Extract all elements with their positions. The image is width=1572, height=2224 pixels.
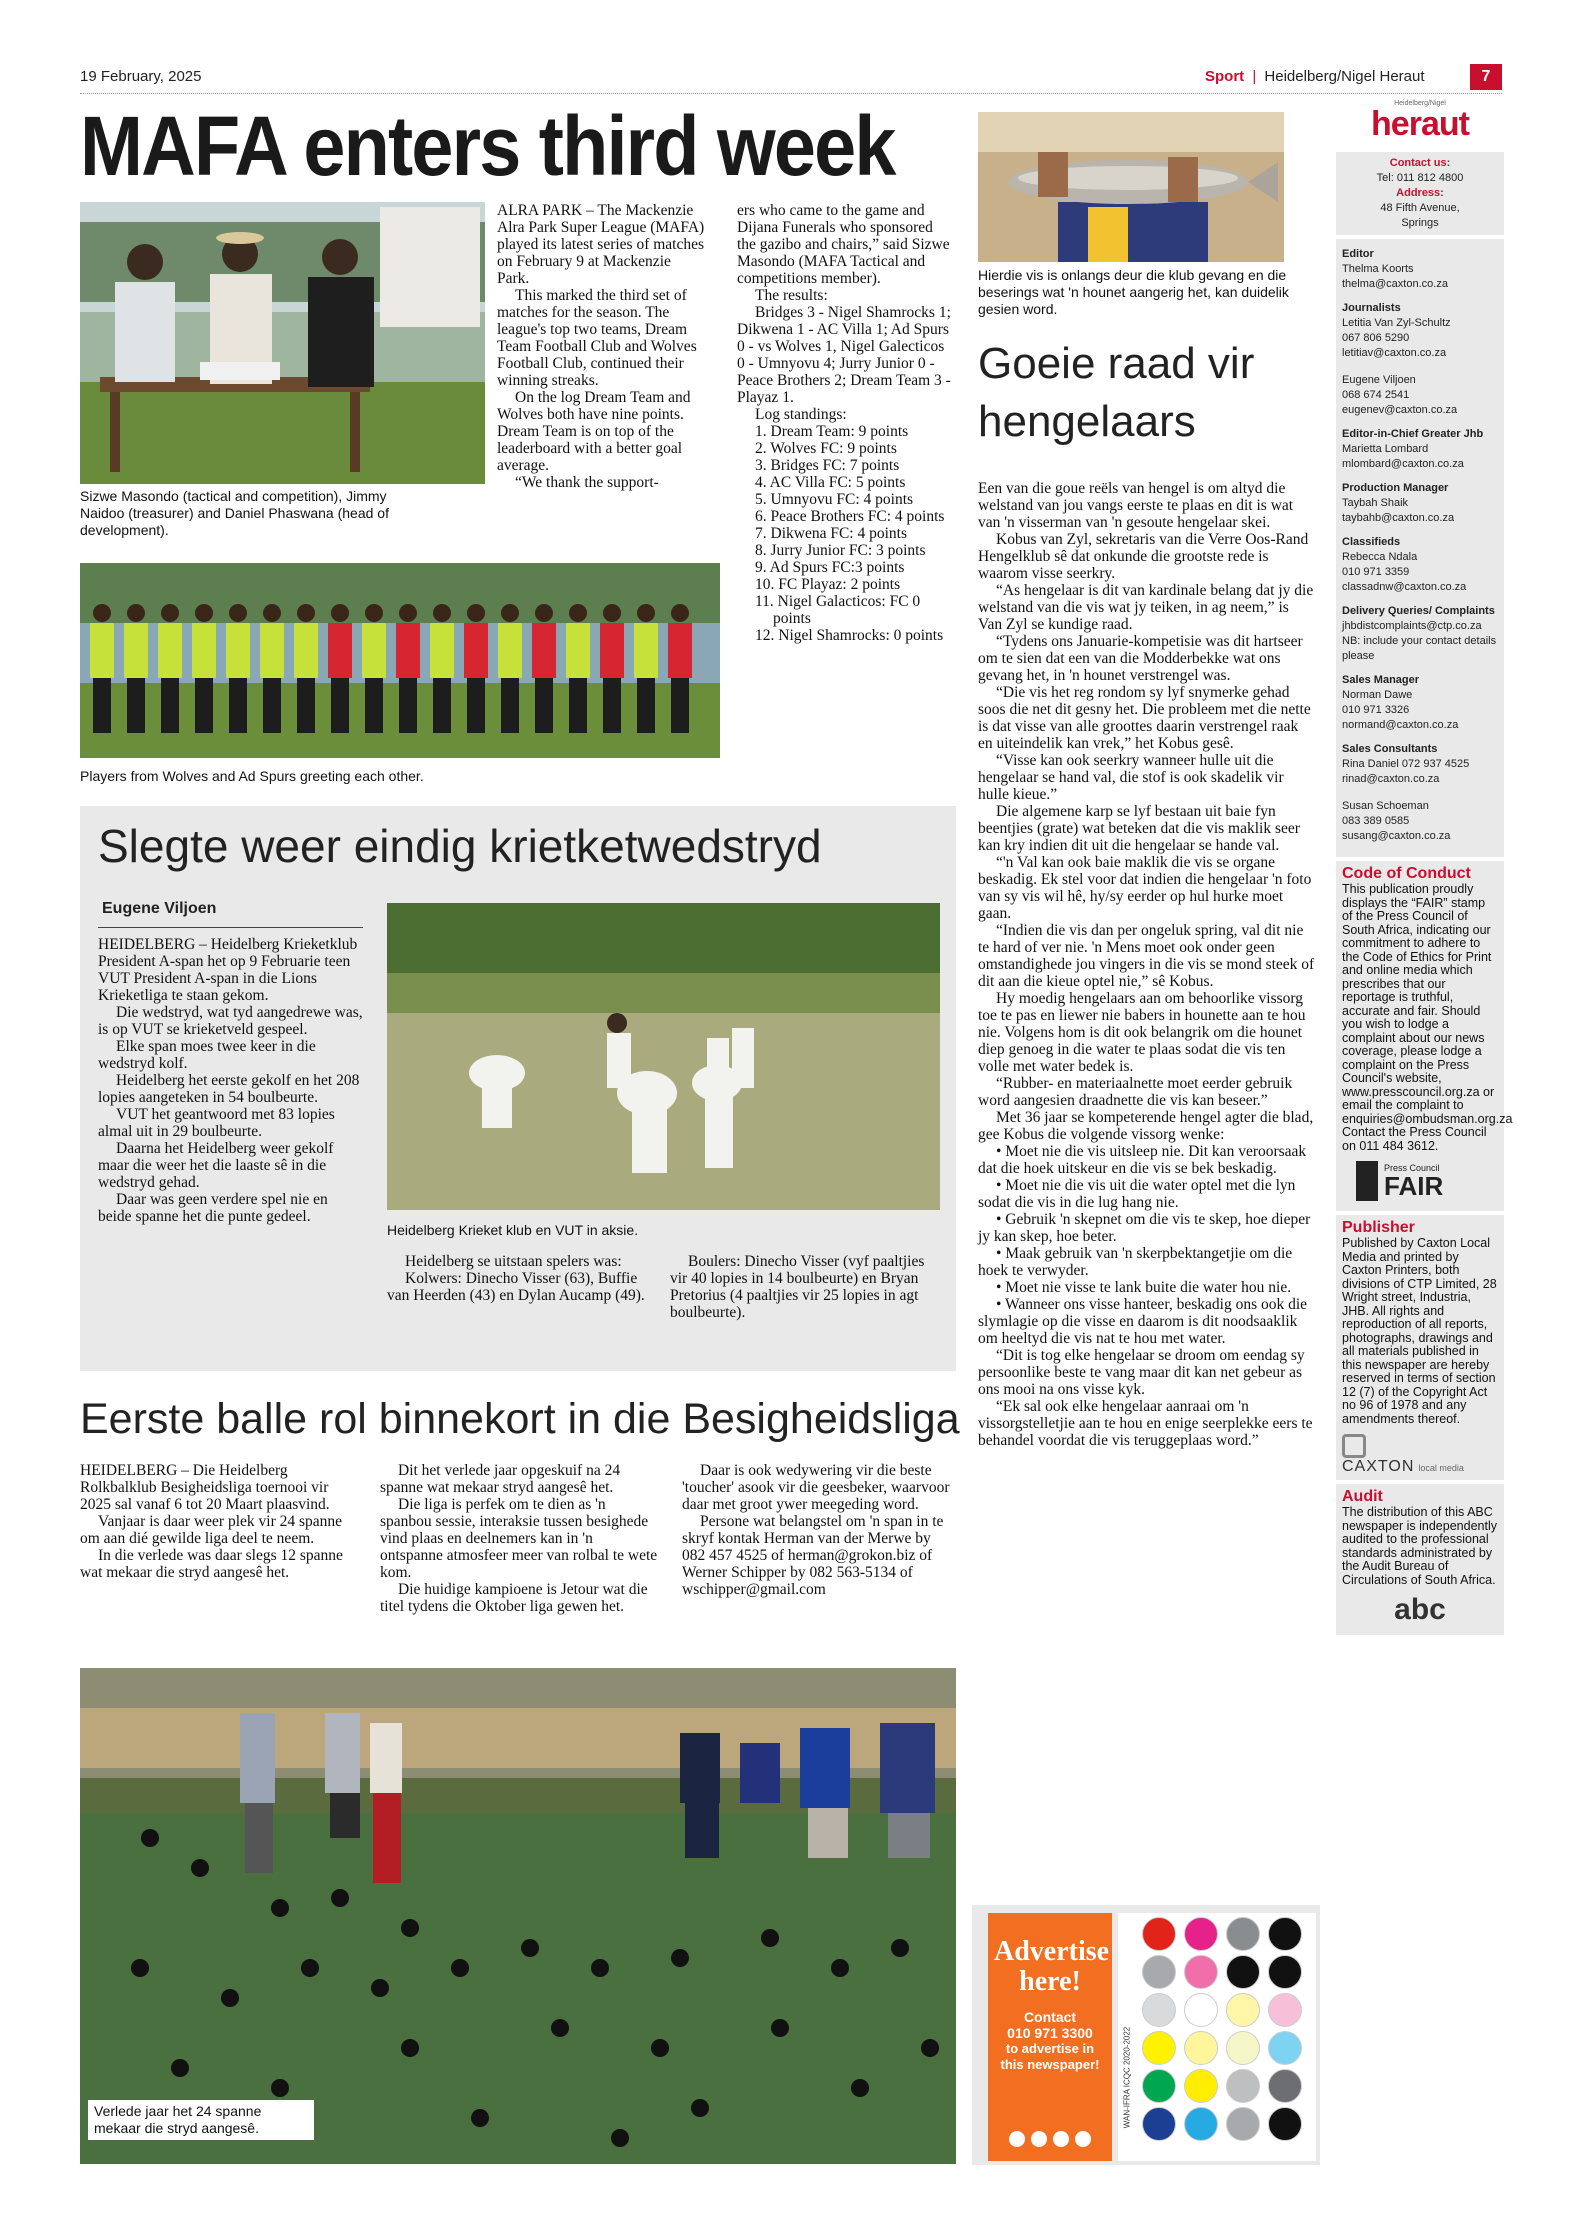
bowl-ball <box>521 1939 539 1957</box>
bowl-ball <box>831 1959 849 1977</box>
bowl-ball <box>771 2019 789 2037</box>
fish-body <box>978 480 1316 1449</box>
advert-phone: 010 971 3300 <box>1007 2025 1093 2041</box>
caxton-label: CAXTON <box>1342 1458 1415 1475</box>
fair-small-label: Press Council <box>1384 1163 1440 1173</box>
colour-swatch <box>1268 1917 1302 1951</box>
standing-row: 7. Dikwena FC: 4 points <box>755 525 907 542</box>
colour-test-strip <box>1118 1913 1316 2161</box>
staff-line: mlombard@caxton.co.za <box>1342 458 1464 470</box>
bowls-p2: Vanjaar is daar weer plek vir 24 spanne om aan dié gewilde liga deel te neem. <box>80 1513 343 1547</box>
player-head <box>671 604 689 622</box>
staff-line: Marietta Lombard <box>1342 443 1429 455</box>
staff-line: jhbdistcomplaints@ctp.co.za <box>1342 620 1482 632</box>
cricket-p2: Die wedstryd, wat tyd aangedrewe was, is op VUT se krieketveld gespeel. <box>98 1004 363 1038</box>
colour-swatch <box>1142 2031 1176 2065</box>
bowls-p8: Persone wat belangstel om 'n span in te skryf kontak Herman van der Merwe by 082 457 4525 of herman@grokon.biz of Werner Schipper by 082 563-5134 of wschipper@gmail.com <box>682 1513 944 1598</box>
bowls-photo <box>80 1668 956 2164</box>
player-legs <box>127 678 145 733</box>
colour-swatch <box>1268 1993 1302 2027</box>
swatch-grid <box>1142 1917 1312 2141</box>
standing-row: 11. Nigel Galacticos: FC 0 points <box>755 593 921 627</box>
masthead-small: Heidelberg/Nigel <box>1394 100 1446 107</box>
mafa-p2: This marked the third set of matches for the season. The league's top two teams, Dream Team Football Club and Wolves Football Club, continued their winning streaks. <box>497 287 697 389</box>
staff-block <box>1342 535 1498 595</box>
address-line1: 48 Fifth Avenue, <box>1380 202 1460 214</box>
publication-name: Heidelberg/Nigel Heraut <box>1264 68 1425 85</box>
staff-block <box>1342 427 1498 472</box>
player-legs <box>433 678 451 733</box>
staff-line <box>1342 361 1498 373</box>
audit-text: The distribution of this ABC newspaper is independently audited to the professional standards administrated by the Audit Bureau of Circulations of South Africa. <box>1342 1505 1497 1587</box>
fish-paragraph: • Maak gebruik van 'n skerpbektangetjie om die hoek te verwyder. <box>978 1245 1293 1279</box>
player-head <box>365 604 383 622</box>
fish-paragraph: “Dit is tog elke hengelaar se droom om eendag sy persoonlike beste te vang maar dit kan net gebeur as ons mooi na ons visse kyk. <box>978 1347 1305 1398</box>
contact-tel: Tel: 011 812 4800 <box>1376 172 1464 184</box>
player-head <box>263 604 281 622</box>
bowl-ball <box>301 1959 319 1977</box>
player-head <box>331 604 349 622</box>
colour-swatch <box>1268 1955 1302 1989</box>
mafa-results-heading: The results: <box>755 287 828 304</box>
bowl-ball <box>551 2019 569 2037</box>
bowls-headline: Eerste balle rol binnekort in die Besigheidsliga <box>80 1395 960 1443</box>
staff-line: susang@caxton.co.za <box>1342 830 1451 842</box>
player-head <box>297 604 315 622</box>
caxton-icon <box>1342 1434 1366 1458</box>
colour-swatch <box>1142 1917 1176 1951</box>
cricket-p4: Heidelberg het eerste gekolf en het 208 lopies aangeteken in 54 boulbeurte. <box>98 1072 360 1106</box>
staff-line: NB: include your contact details please <box>1342 635 1497 662</box>
staff-role: Journalists <box>1342 302 1401 314</box>
colour-swatch <box>1142 1993 1176 2027</box>
bowls-p6: Die huidige kampioene is Jetour wat die titel tydens die Oktober liga gewen het. <box>380 1581 648 1615</box>
header-section <box>1205 68 1425 85</box>
header-rule <box>80 93 1502 94</box>
sidebar <box>1336 100 1513 2160</box>
cricket-p3: Elke span moes twee keer in die wedstryd kolf. <box>98 1038 316 1072</box>
staff-role: Delivery Queries/ Complaints <box>1342 605 1495 617</box>
colour-swatch <box>1268 2069 1302 2103</box>
colour-swatch <box>1184 1955 1218 1989</box>
mafa-results: Bridges 3 - Nigel Shamrocks 1; Dikwena 1 - AC Villa 1; Ad Spurs 0 - vs Wolves 1, Nigel Galecticos 0 - Umnyovu 4; Jurry Junior 0 - Peace Brothers 2; Dream Team 3 - Playaz 1. <box>737 304 951 406</box>
byline-rule <box>98 927 363 928</box>
bowl-ball <box>761 1929 779 1947</box>
player-legs <box>603 678 621 733</box>
player-head <box>433 604 451 622</box>
player-legs <box>637 678 655 733</box>
mafa-col2 <box>737 202 955 644</box>
social-icons <box>988 2131 1112 2147</box>
player-shirt <box>124 623 148 678</box>
cricket-p5: VUT het geantwoord met 83 lopies almal uit in 29 boulbeurte. <box>98 1106 335 1140</box>
advert-panel <box>972 1905 1320 2165</box>
cricket-p6: Daarna het Heidelberg weer gekolf maar die weer het die laaste sê in die wedstryd gehad. <box>98 1140 334 1191</box>
cricket-col3 <box>670 1253 935 1321</box>
mafa-photo2-caption: Players from Wolves and Ad Spurs greeting each other. <box>80 768 424 784</box>
player-head <box>93 604 111 622</box>
staff-role: Sales Manager <box>1342 674 1420 686</box>
fish-paragraph: “'n Val kan ook baie maklik die vis se organe beskadig. Ek stel voor dat indien die hengelaar 'n foto van sy vis wil hê, hy/sy eerder op hul hurke moet gaan. <box>978 854 1312 922</box>
player-legs <box>161 678 179 733</box>
staff-role: Sales Consultants <box>1342 743 1438 755</box>
standing-row: 3. Bridges FC: 7 points <box>755 457 900 474</box>
mafa-standings-heading: Log standings: <box>755 406 847 423</box>
staff-block <box>1342 742 1498 844</box>
cricket-col2 <box>387 1253 652 1304</box>
staff-block <box>1342 673 1498 733</box>
cricket-photo <box>387 903 940 1210</box>
mafa-p3: On the log Dream Team and Wolves both have nine points. Dream Team is on top of the leaderboard with a better goal average. <box>497 389 691 474</box>
player-legs <box>297 678 315 733</box>
colour-swatch <box>1184 1993 1218 2027</box>
bowl-ball <box>921 2039 939 2057</box>
bowl-ball <box>851 2079 869 2097</box>
colour-swatch <box>1226 1993 1260 2027</box>
colour-swatch <box>1226 2031 1260 2065</box>
caxton-logo <box>1342 1434 1498 1476</box>
player-shirt <box>464 623 488 678</box>
contact-label: Contact us: <box>1389 157 1451 169</box>
standing-row: 4. AC Villa FC: 5 points <box>755 474 906 491</box>
player-legs <box>569 678 587 733</box>
mafa-p1: ALRA PARK – The Mackenzie Alra Park Super League (MAFA) played its latest series of matches on February 9 at Mackenzie Park. <box>497 202 705 287</box>
header-separator: | <box>1252 68 1257 85</box>
player-head <box>501 604 519 622</box>
player-shirt <box>532 623 556 678</box>
colour-swatch <box>1226 2069 1260 2103</box>
bowl-ball <box>401 2039 419 2057</box>
bowl-ball <box>331 1889 349 1907</box>
staff-line: classadnw@caxton.co.za <box>1342 581 1467 593</box>
facebook-icon[interactable] <box>1009 2131 1025 2147</box>
abc-logo: abc <box>1394 1593 1446 1626</box>
player-shirt <box>498 623 522 678</box>
player-shirt <box>158 623 182 678</box>
player-legs <box>195 678 213 733</box>
standing-row: 2. Wolves FC: 9 points <box>755 440 897 457</box>
fish-paragraph: • Wanneer ons visse hanteer, beskadig ons ook die slymlagie op die visse en daarom is dit noodsaaklik om heeltyd die vis nat te hou met water. <box>978 1296 1308 1347</box>
player-head <box>569 604 587 622</box>
audit-block <box>1336 1484 1504 1635</box>
player-legs <box>467 678 485 733</box>
player-shirt <box>362 623 386 678</box>
cricket-p8: Heidelberg se uitstaan spelers was: <box>405 1253 622 1270</box>
bowls-p3: In die verlede was daar slegs 12 spanne wat mekaar die stryd aangesê het. <box>80 1547 343 1581</box>
player-head <box>161 604 179 622</box>
mafa-headline: MAFA enters third week <box>80 99 895 193</box>
conduct-title: Code of Conduct <box>1342 865 1471 882</box>
staff-role: Classifieds <box>1342 536 1401 548</box>
cricket-col1 <box>98 936 363 1225</box>
fish-paragraph: • Moet nie visse te lank buite die water hou nie. <box>996 1279 1292 1296</box>
player-legs <box>93 678 111 733</box>
staff-line: 068 674 2541 <box>1342 389 1410 401</box>
mafa-p4: “We thank the support- <box>515 474 659 491</box>
bowl-ball <box>271 2079 289 2097</box>
fish-paragraph: Een van die goue reëls van hengel is om altyd die welstand van jou vangs eerste te plaas en dit is wat van 'n visserman van 'n gesoute hengelaar skei. <box>978 480 1294 531</box>
bowls-col1 <box>80 1462 352 1581</box>
player-legs <box>535 678 553 733</box>
player-legs <box>229 678 247 733</box>
advert-line2: to advertise in this newspaper! <box>1000 2041 1100 2072</box>
fish-paragraph: Kobus van Zyl, sekretaris van die Verre Oos-Rand Hengelklub sê dat onkunde die grootste rede is waarom visse seerkry. <box>978 531 1309 582</box>
fish-paragraph: Hy moedig hengelaars aan om behoorlike vissorg toe te pas en liewer nie babers in hounette aan te hou nie. Volgens hom is dit ook belangrik om die hounet diep genoeg in die water te plaas sodat die vis ten volle met water bedek is. <box>978 990 1306 1075</box>
staff-block <box>1342 301 1498 418</box>
staff-line: letitiav@caxton.co.za <box>1342 347 1447 359</box>
colour-swatch <box>1226 1917 1260 1951</box>
standing-row: 6. Peace Brothers FC: 4 points <box>755 508 945 525</box>
staff-line: thelma@caxton.co.za <box>1342 278 1448 290</box>
standings-list <box>737 423 955 644</box>
cricket-p10: Boulers: Dinecho Visser (vyf paaltjies vir 40 lopies in 14 boulbeurte) en Bryan Pretorius (4 paaltjies vir 25 lopies in agt boulbeurte). <box>670 1253 925 1321</box>
staff-block <box>1342 247 1498 292</box>
header-date: 19 February, 2025 <box>80 68 202 85</box>
advert-contact: Contact <box>1023 2009 1077 2025</box>
publisher-block <box>1336 1215 1504 1480</box>
staff-line: 010 971 3359 <box>1342 566 1410 578</box>
mafa-photo1-caption: Sizwe Masondo (tactical and competition), Jimmy Naidoo (treasurer) and Daniel Phaswana (head of development). <box>80 488 389 538</box>
player-shirt <box>90 623 114 678</box>
colour-swatch <box>1142 2107 1176 2141</box>
bowls-p5: Die liga is perfek om te dien as 'n spanbou sessie, interaksie tussen besighede vind plaas en deelnemers kan in 'n ontspanne atmosfeer meer van rolbal te wete kom. <box>380 1496 658 1581</box>
bowls-col2 <box>380 1462 658 1615</box>
address-line2: Springs <box>1401 217 1439 229</box>
colour-swatch <box>1226 2107 1260 2141</box>
standing-row: 9. Ad Spurs FC:3 points <box>755 559 905 576</box>
address-label: Address: <box>1396 187 1444 199</box>
bowls-p7: Daar is ook wedywering vir die beste 'toucher' asook vir die geesbeker, waarvoor daar met groot ywer meegeding word. <box>682 1462 950 1513</box>
player-head <box>399 604 417 622</box>
staff-line: Letitia Van Zyl-Schultz <box>1342 317 1451 329</box>
colour-swatch <box>1268 2107 1302 2141</box>
colour-swatch <box>1184 1917 1218 1951</box>
colour-swatch <box>1142 2069 1176 2103</box>
publisher-text: Published by Caxton Local Media and printed by Caxton Printers, both divisions of CTP Limited, 28 Wright street, Industria, JHB. All rights and reproduction of all reports, photographs, drawings and all materials published in this newspaper are hereby reserved in terms of section 12 (7) of the Copyright Act no 96 of 1978 and any amendments thereof. <box>1342 1236 1497 1426</box>
bowl-ball <box>691 2099 709 2117</box>
colour-swatch <box>1226 1955 1260 1989</box>
fish-paragraph: “Ek sal ook elke hengelaar aanraai om 'n vissorgstelletjie aan te hou en enige seerplekke eers te behandel voordat die vis teruggeplaas word.” <box>978 1398 1313 1449</box>
fish-paragraph: “Tydens ons Januarie-kompetisie was dit hartseer om te sien dat een van die Modderbekke wat ons gevang het, in 'n hounet verstrengel was. <box>978 633 1303 684</box>
bowl-ball <box>191 1859 209 1877</box>
instagram-icon[interactable] <box>1075 2131 1091 2147</box>
fish-paragraph: Met 36 jaar se kompeterende hengel agter die blad, gee Kobus die volgende vissorg wenke: <box>978 1109 1314 1143</box>
wan-ifra-label: WAN-IFRA ICQC 2020-2022 <box>1122 2026 1132 2129</box>
staff-line: Thelma Koorts <box>1342 263 1414 275</box>
fish-paragraph: • Gebruik 'n skepnet om die vis te skep, hoe dieper jy kan skep, hoe beter. <box>978 1211 1311 1245</box>
fair-logo <box>1356 1161 1498 1201</box>
bowls-p1: HEIDELBERG – Die Heidelberg Rolkbalklub Besigheidsliga toernooi vir 2025 sal vanaf 6 tot 20 Maart plaasvind. <box>80 1462 330 1513</box>
staff-line: Rina Daniel 072 937 4525 <box>1342 758 1470 770</box>
player-head <box>603 604 621 622</box>
player-shirt <box>226 623 250 678</box>
colour-swatch <box>1142 1955 1176 1989</box>
football-players-photo <box>80 563 720 758</box>
player-shirt <box>396 623 420 678</box>
player-shirt <box>566 623 590 678</box>
staff-role: Production Manager <box>1342 482 1449 494</box>
fish-paragraph: Die algemene karp se lyf bestaan uit baie fyn beentjies (grate) wat beteken dat die vis maklik seer kan kry indien dit uit die hengelaar se hande val. <box>978 803 1300 854</box>
mafa-officials-photo <box>80 202 485 484</box>
player-shirt <box>192 623 216 678</box>
fish-headline: Goeie raad vir hengelaars <box>978 339 1255 446</box>
staff-line: Eugene Viljoen <box>1342 374 1416 386</box>
staff-line <box>1342 787 1498 799</box>
standing-row: 5. Umnyovu FC: 4 points <box>755 491 914 508</box>
colour-swatch <box>1184 2069 1218 2103</box>
bowl-ball <box>141 1829 159 1847</box>
staff-line: eugenev@caxton.co.za <box>1342 404 1458 416</box>
bowls-col3 <box>682 1462 956 1598</box>
colour-swatch <box>1268 2031 1302 2065</box>
player-legs <box>263 678 281 733</box>
bowl-ball <box>471 2109 489 2127</box>
colour-swatch <box>1184 2031 1218 2065</box>
staff-role: Editor <box>1342 248 1374 260</box>
fish-paragraph: • Moet nie die vis uitsleep nie. Dit kan veroorsaak dat die hoek uitskeur en die vis se bek beskadig. <box>978 1143 1307 1177</box>
staff-line: 010 971 3326 <box>1342 704 1410 716</box>
staff-line: rinad@caxton.co.za <box>1342 773 1440 785</box>
staff-line: Rebecca Ndala <box>1342 551 1418 563</box>
section-label: Sport <box>1205 68 1245 85</box>
caxton-small-label: local media <box>1418 1463 1464 1473</box>
player-legs <box>365 678 383 733</box>
staff-line: normand@caxton.co.za <box>1342 719 1459 731</box>
colour-swatch <box>1184 2107 1218 2141</box>
player-head <box>637 604 655 622</box>
cricket-p9: Kolwers: Dinecho Visser (63), Buffie van Heerden (43) en Dylan Aucamp (49). <box>387 1270 645 1304</box>
standing-row: 8. Jurry Junior FC: 3 points <box>755 542 926 559</box>
bowl-ball <box>131 1959 149 1977</box>
staff-line: 083 389 0585 <box>1342 815 1410 827</box>
staff-role: Editor-in-Chief Greater Jhb <box>1342 428 1484 440</box>
bowl-ball <box>271 1899 289 1917</box>
player-shirt <box>668 623 692 678</box>
mafa-p5: ers who came to the game and Dijana Funerals who sponsored the gazibo and chairs,” said Sizwe Masondo (MAFA Tactical and competitions member). <box>737 202 950 287</box>
bowl-ball <box>371 1979 389 1997</box>
bowl-ball <box>171 2059 189 2077</box>
player-shirt <box>600 623 624 678</box>
player-legs <box>331 678 349 733</box>
conduct-block <box>1336 861 1513 1211</box>
cricket-p1: HEIDELBERG – Heidelberg Krieketklub President A-span het op 9 Februarie teen VUT President A-span in die Lions Krieketliga te staan gekom. <box>98 936 358 1004</box>
bowl-ball <box>451 1959 469 1977</box>
tiktok-icon[interactable] <box>1031 2131 1047 2147</box>
masthead <box>1336 100 1504 148</box>
bowls-photo-caption: Verlede jaar het 24 spanne mekaar die stryd aangesê. <box>88 2100 314 2140</box>
bowl-ball <box>611 2129 629 2147</box>
fair-label: FAIR <box>1384 1171 1444 1201</box>
staff-line: Taybah Shaik <box>1342 497 1409 509</box>
fish-paragraph: • Moet nie die vis uit die water optel met die lyn sodat die vis in die lug hang nie. <box>978 1177 1296 1211</box>
fish-photo-caption: Hierdie vis is onlangs deur die klub gevang en die beserings wat 'n hounet aangerig het, kan duidelik gesien word. <box>978 267 1289 317</box>
advert-title: Advertise here! <box>994 1936 1110 1997</box>
fish-paragraph: “Visse kan ook seerkry wanneer hulle uit die hengelaar se hand val, die stof is ook skadelik vir hulle kieue.” <box>978 752 1284 803</box>
fish-paragraph: “Die vis het reg rondom sy lyf snymerke gehad soos die net dit gesny het. Die probleem met die nette is dat visse van alle groottes daarin verstrengel raak en uiteindelik kan vrek,” het Kobus gesê. <box>978 684 1311 752</box>
advert-orange-block <box>988 1913 1112 2161</box>
player-shirt <box>430 623 454 678</box>
bowl-ball <box>671 1949 689 1967</box>
staff-line: taybahb@caxton.co.za <box>1342 512 1455 524</box>
masthead-logo: heraut <box>1371 105 1469 143</box>
staff-line: Susan Schoeman <box>1342 800 1429 812</box>
publisher-title: Publisher <box>1342 1219 1415 1236</box>
fish-photo <box>978 112 1284 262</box>
conduct-text: This publication proudly displays the “FAIR” stamp of the Press Council of South Africa, indicating our commitment to adhere to the Code of Ethics for Print and online media which prescribes that our reportage is truthful, accurate and fair. Should you wish to lodge a complaint about our news coverage, please lodge a complaint on the Press Council's website, www.presscouncil.org.za or email the complaint to enquiries@ombudsman.org.za Contact the Press Council on 011 484 3612. <box>1342 882 1513 1153</box>
player-head <box>467 604 485 622</box>
fish-paragraph: “Rubber- en materiaalnette moet eerder gebruik word aangesien draadnette die vis kan beseer.” <box>978 1075 1293 1109</box>
bowl-ball <box>401 1919 419 1937</box>
staff-list <box>1336 239 1504 857</box>
player-legs <box>671 678 689 733</box>
bowl-ball <box>891 1939 909 1957</box>
staff-line: Norman Dawe <box>1342 689 1413 701</box>
contact-block <box>1336 152 1504 235</box>
standing-row: 1. Dream Team: 9 points <box>755 423 909 440</box>
player-legs <box>399 678 417 733</box>
cricket-byline: Eugene Viljoen <box>102 900 217 917</box>
bowl-ball <box>221 1989 239 2007</box>
player-head <box>195 604 213 622</box>
press-council-icon <box>1356 1161 1378 1201</box>
cricket-headline: Slegte weer eindig krietketwedstryd <box>98 820 822 872</box>
player-head <box>535 604 553 622</box>
audit-title: Audit <box>1342 1488 1383 1505</box>
player-shirt <box>328 623 352 678</box>
staff-line: 067 806 5290 <box>1342 332 1410 344</box>
fish-paragraph: “Indien die vis dan per ongeluk spring, val dit nie te hard of ver nie. 'n Mens moet ook onder geen omstandighede jou vingers in die vis se mond steek of dit aan die kieue optel nie,” sê Kobus. <box>978 922 1315 990</box>
player-shirt <box>294 623 318 678</box>
player-head <box>229 604 247 622</box>
cricket-photo-caption: Heidelberg Krieket klub en VUT in aksie. <box>387 1222 639 1238</box>
bowls-p4: Dit het verlede jaar opgeskuif na 24 spanne wat mekaar stryd aangesê het. <box>380 1462 621 1496</box>
bowl-ball <box>591 1959 609 1977</box>
player-head <box>127 604 145 622</box>
page-number: 7 <box>1470 64 1502 90</box>
cricket-p7: Daar was geen verdere spel nie en beide spanne het die punte gedeel. <box>98 1191 328 1225</box>
bowl-ball <box>651 2039 669 2057</box>
player-legs <box>501 678 519 733</box>
x-icon[interactable] <box>1053 2131 1069 2147</box>
fish-paragraph: “As hengelaar is dit van kardinale belang dat jy die welstand van die vis wat jy teiken, in ag neem,” is Van Zyl se kundige raad. <box>978 582 1314 633</box>
mafa-col1 <box>497 202 705 491</box>
staff-block <box>1342 604 1498 664</box>
player-shirt <box>260 623 284 678</box>
standing-row: 10. FC Playaz: 2 points <box>755 576 901 593</box>
standing-row: 12. Nigel Shamrocks: 0 points <box>755 627 944 644</box>
staff-block <box>1342 481 1498 526</box>
player-shirt <box>634 623 658 678</box>
